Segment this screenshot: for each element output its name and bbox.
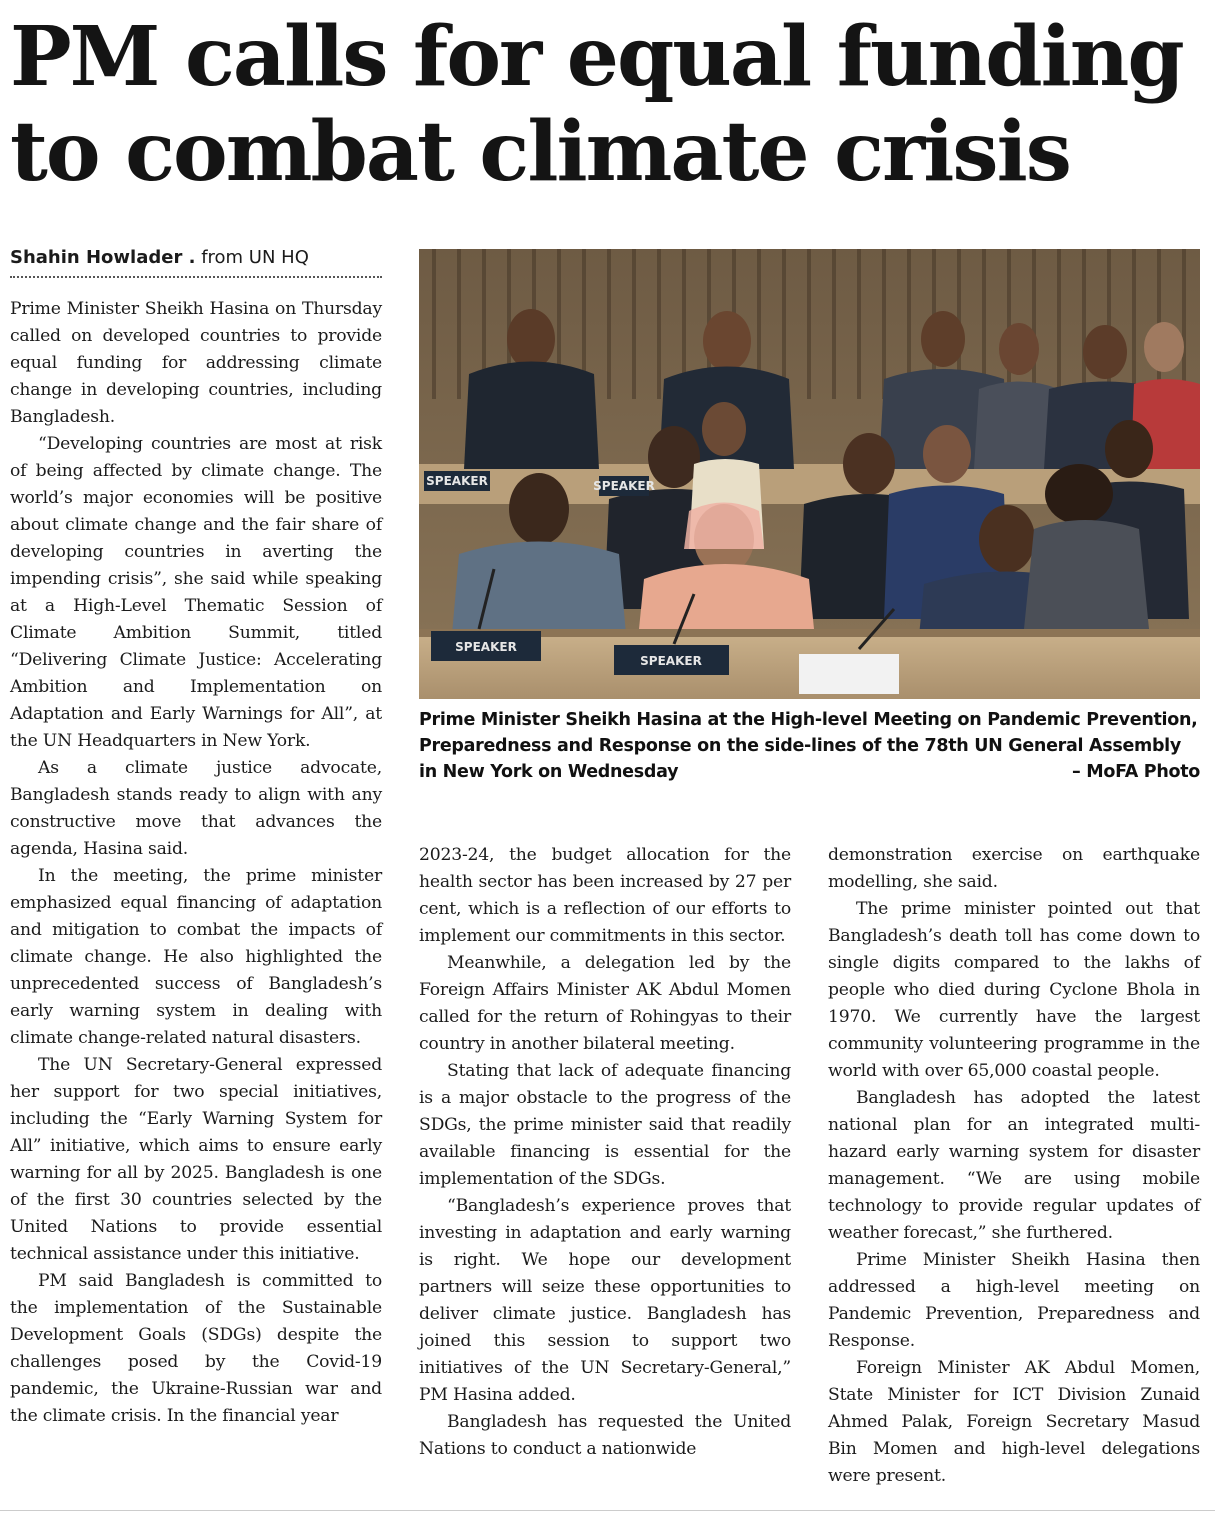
nameplate-text: SPEAKER <box>426 474 488 488</box>
paragraph: demonstration exercise on earthquake modelling, she said. <box>828 845 1200 892</box>
bottom-divider <box>0 1510 1215 1511</box>
paragraph: “Developing countries are most at risk of being affected by climate change. The world’s major economies will be positive about climate change and the fair share of developing countries in averting the impending crisis”, she said while speaking at a High-Level Thematic Session of Climate Ambition Summit, titled “Delivering Climate Justice: Accelerating Ambition and Implementation on Adaptation and Early Warnings for All”, at the UN Headquarters in New York. <box>10 434 382 751</box>
paragraph: Stating that lack of adequate financing is a major obstacle to the progress of the SDGs, the prime minister said that readily available financing is essential for the implementation of the SDGs. <box>419 1061 791 1189</box>
paragraph: Bangladesh has requested the United Nations to conduct a nationwide <box>419 1412 791 1459</box>
paragraph: In the meeting, the prime minister emphasized equal financing of adaptation and mitigation to combat the impacts of climate change. He also highlighted the unprecedented success of Bangladesh’s early warning system in dealing with climate change-related natural disasters. <box>10 866 382 1048</box>
byline-author: Shahin Howlader . <box>10 247 196 268</box>
paragraph: 2023-24, the budget allocation for the health sector has been increased by 27 per cent, which is a reflection of our efforts to implement our commitments in this sector. <box>419 845 791 946</box>
byline <box>10 246 382 278</box>
paragraph: PM said Bangladesh is committed to the implementation of the Sustainable Development Goals (SDGs) despite the challenges posed by the Covid-19 pandemic, the Ukraine-Russian war and the climate crisis. In the financial year <box>10 1271 382 1426</box>
news-photo <box>419 249 1200 699</box>
paragraph: Meanwhile, a delegation led by the Foreign Affairs Minister AK Abdul Momen called for the return of Rohingyas to their country in another bilateral meeting. <box>419 953 791 1054</box>
paragraph: The prime minister pointed out that Bangladesh’s death toll has come down to single digits compared to the lakhs of people who died during Cyclone Bhola in 1970. We currently have the largest community volunteering programme in the world with over 65,000 coastal people. <box>828 899 1200 1081</box>
photo-credit: – MoFA Photo <box>1072 762 1200 782</box>
headline: PM calls for equal funding to combat climate crisis <box>10 9 1183 200</box>
paragraph: “Bangladesh’s experience proves that investing in adaptation and early warning is right. We hope our development partners will seize these opportunities to deliver climate justice. Bangladesh has joined this session to support two initiatives of the UN Secretary-General,” PM Hasina added. <box>419 1196 791 1405</box>
article-column-2 <box>419 842 791 1463</box>
paragraph: Foreign Minister AK Abdul Momen, State Minister for ICT Division Zunaid Ahmed Palak, Foreign Secretary Masud Bin Momen and high-level delegations were present. <box>828 1358 1200 1486</box>
paragraph: Prime Minister Sheikh Hasina then addressed a high-level meeting on Pandemic Prevention, Preparedness and Response. <box>828 1250 1200 1351</box>
paragraph: As a climate justice advocate, Bangladesh stands ready to align with any constructive move that advances the agenda, Hasina said. <box>10 758 382 859</box>
nameplate-text: SPEAKER <box>455 640 517 654</box>
article-column-1 <box>10 296 382 1430</box>
paragraph: The UN Secretary-General expressed her support for two special initiatives, including the “Early Warning System for All” initiative, which aims to ensure early warning for all by 2025. Bangladesh is one of the first 30 countries selected by the United Nations to provide essential technical assistance under this initiative. <box>10 1055 382 1264</box>
nameplate-text: SPEAKER <box>593 479 655 493</box>
caption-text: Prime Minister Sheikh Hasina at the High-level Meeting on Pandemic Prevention, Preparedness and Response on the side-lines of the 78th UN General Assembly in New York on Wednesday <box>419 710 1198 782</box>
nameplate-text: SPEAKER <box>640 654 702 668</box>
paragraph: Bangladesh has adopted the latest national plan for an integrated multi-hazard early warning system for disaster management. “We are using mobile technology to provide regular updates of weather forecast,” she furthered. <box>828 1088 1200 1243</box>
byline-location: from UN HQ <box>201 247 309 268</box>
paragraph: Prime Minister Sheikh Hasina on Thursday called on developed countries to provide equal funding for addressing climate change in developing countries, including Bangladesh. <box>10 299 382 427</box>
article-column-3 <box>828 842 1200 1490</box>
photo-caption <box>419 707 1200 785</box>
